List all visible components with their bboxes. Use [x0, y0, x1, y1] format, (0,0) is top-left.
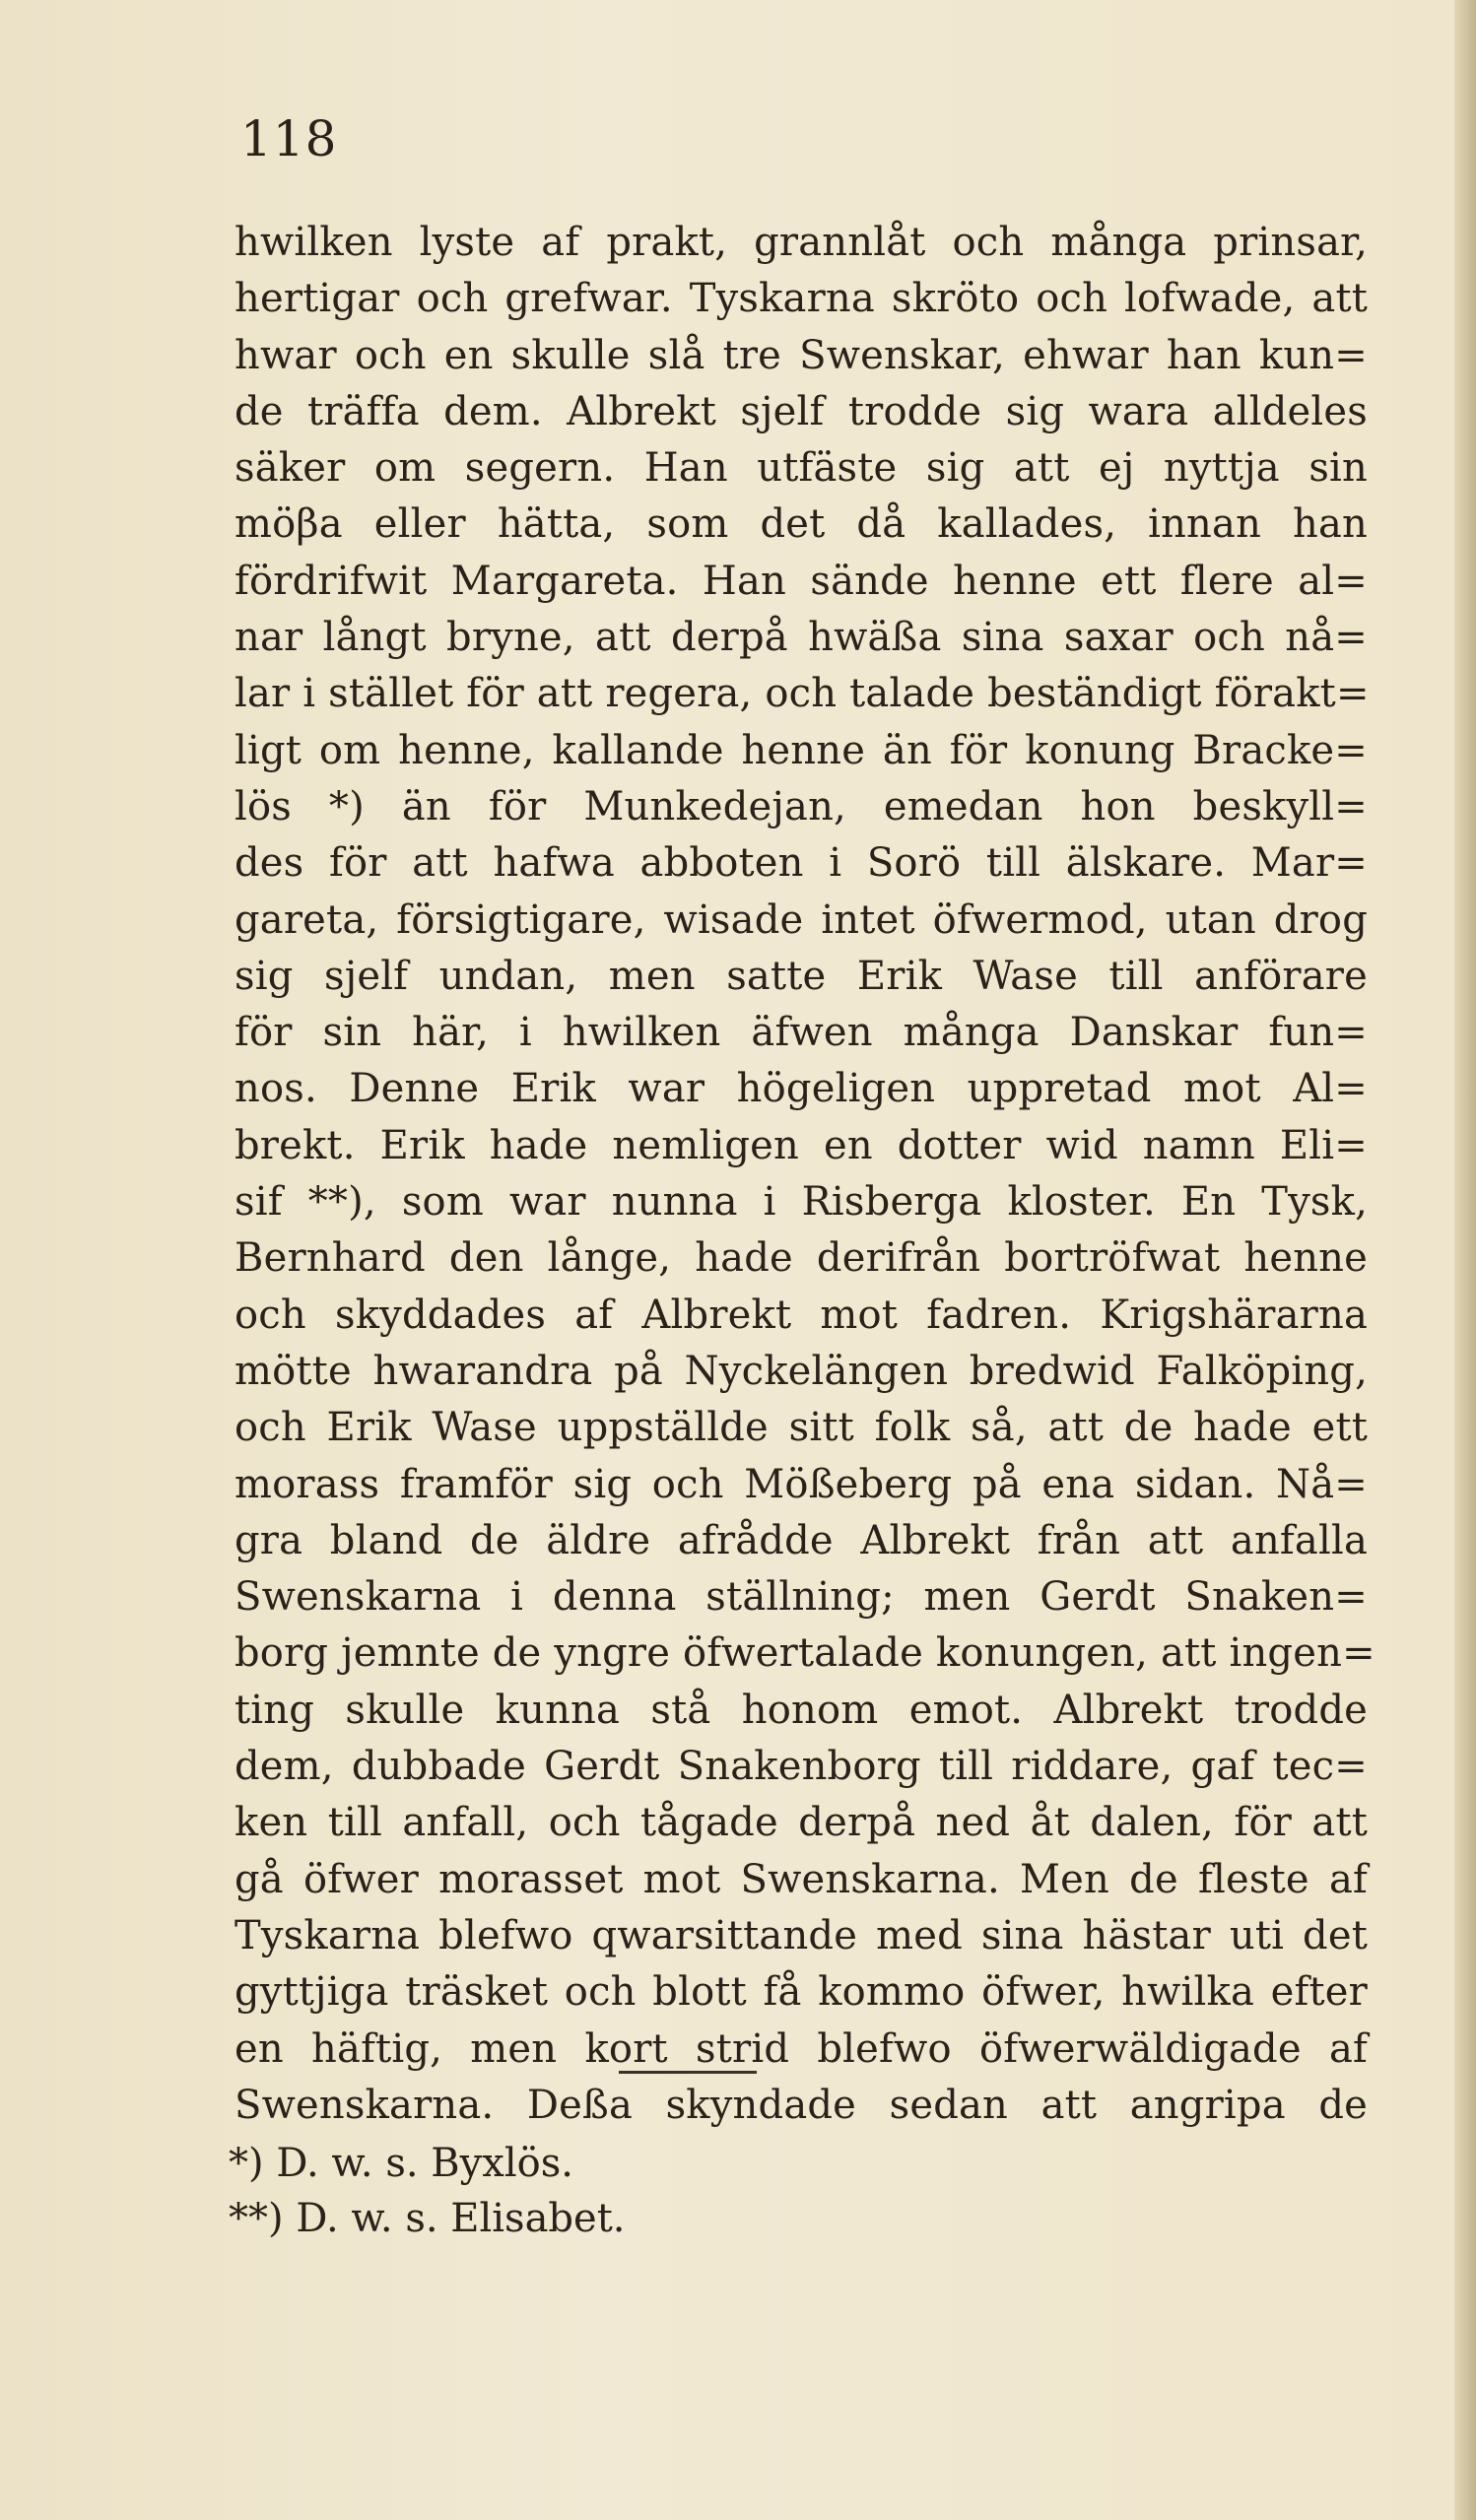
text-line: hwilken lyste af prakt, grannlåt och många prinsar,	[235, 220, 1368, 265]
text-line: och Erik Wase uppställde sitt folk så, att de hade ett	[235, 1405, 1368, 1451]
footnote-2: **) D. w. s. Elisabet.	[229, 2196, 626, 2241]
footnote-separator-rule	[619, 2071, 757, 2074]
text-line: säker om segern. Han utfäste sig att ej nyttja sin	[235, 445, 1368, 492]
text-line: nar långt bryne, att derpå hwäßa sina saxar och nå=	[235, 615, 1368, 661]
text-line: lös *) än för Munkedejan, emedan hon beskyll=	[235, 783, 1368, 829]
text-line: mötte hwarandra på Nyckelängen bredwid Falköping,	[235, 1348, 1368, 1394]
text-line: gå öfwer morasset mot Swenskarna. Men de fleste af	[235, 1856, 1368, 1902]
text-line: och skyddades af Albrekt mot fadren. Krigshärarna	[235, 1292, 1368, 1338]
text-line: ken till anfall, och tågade derpå ned åt dalen, för att	[235, 1800, 1368, 1846]
text-line: Swenskarna. Deßa skyndade sedan att angripa de	[235, 2082, 1368, 2128]
page-number: 118	[240, 110, 338, 167]
text-line: Swenskarna i denna ställning; men Gerdt Snaken=	[235, 1574, 1368, 1621]
text-line: Bernhard den långe, hade derifrån bortröfwat henne	[235, 1235, 1368, 1282]
text-line: brekt. Erik hade nemligen en dotter wid namn Eli=	[235, 1122, 1368, 1168]
text-line: des för att hafwa abboten i Sorö till älskare. Mar=	[235, 840, 1368, 887]
page-binding-edge	[1454, 0, 1476, 2520]
text-line: nos. Denne Erik war högeligen uppretad mot Al=	[235, 1066, 1368, 1112]
text-line: gra bland de äldre afrådde Albrekt från att anfalla	[235, 1517, 1368, 1563]
text-line: ting skulle kunna stå honom emot. Albrekt trodde	[235, 1687, 1368, 1733]
text-line: en häftig, men kort strid blefwo öfwerwäldigade af	[235, 2025, 1368, 2072]
text-line: fördrifwit Margareta. Han sände henne ett flere al=	[235, 558, 1368, 604]
text-line: gyttjiga träsket och blott få kommo öfwer, hwilka efter	[235, 1969, 1368, 2016]
text-line: de träffa dem. Albrekt sjelf trodde sig wara alldeles	[235, 388, 1368, 434]
text-line: Tyskarna blefwo qwarsittande med sina hästar uti det	[235, 1912, 1368, 1958]
body-text	[235, 215, 1375, 2134]
text-line: sig sjelf undan, men satte Erik Wase till anförare	[235, 953, 1368, 999]
text-line: för sin här, i hwilken äfwen många Danskar fun=	[235, 1010, 1368, 1056]
footnotes	[229, 2136, 626, 2246]
text-line: möβa eller hätta, som det då kallades, innan han	[235, 501, 1368, 548]
text-line: dem, dubbade Gerdt Snakenborg till riddare, gaf tec=	[235, 1744, 1368, 1790]
text-line: gareta, försigtigare, wisade intet öfwermod, utan drog	[235, 896, 1368, 943]
text-line: sif **), som war nunna i Risberga kloster. En Tysk,	[235, 1179, 1368, 1226]
text-line: hwar och en skulle slå tre Swenskar, ehwar han kun=	[235, 332, 1368, 378]
text-line: ligt om henne, kallande henne än för konung Bracke=	[235, 727, 1368, 773]
text-line: borg jemnte de yngre öfwertalade konungen, att ingen=	[235, 1630, 1375, 1677]
text-line: morass framför sig och Mößeberg på ena sidan. Nå=	[235, 1461, 1368, 1507]
footnote-1: *) D. w. s. Byxlös.	[229, 2141, 573, 2186]
text-line: lar i stället för att regera, och talade beständigt förakt=	[235, 671, 1370, 717]
text-line: hertigar och grefwar. Tyskarna skröto och lofwade, att	[235, 276, 1368, 322]
